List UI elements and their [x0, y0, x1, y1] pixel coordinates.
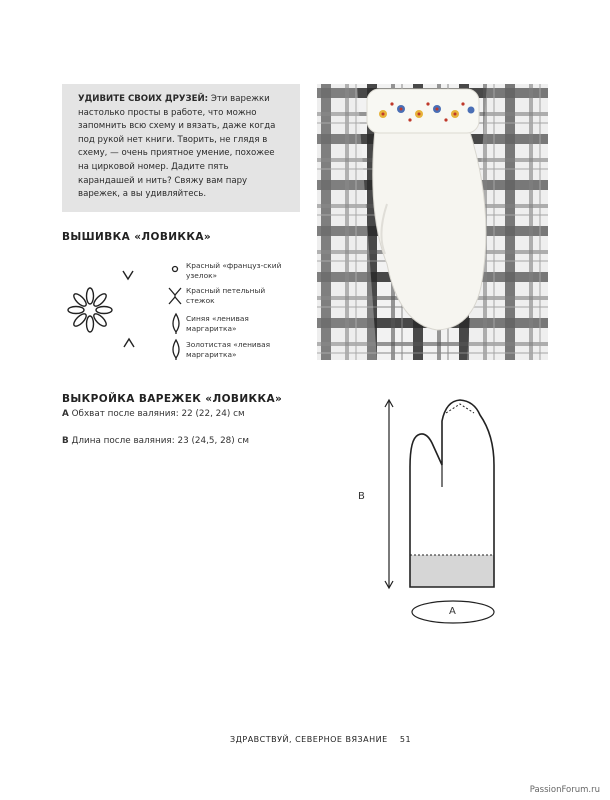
legend-item-french-knot: Красный «француз-ский узелок»	[186, 261, 282, 280]
dimension-b	[62, 436, 249, 446]
dimension-a-text: Обхват после валяния: 22 (22, 24) см	[71, 409, 245, 419]
callout-lead: УДИВИТЕ СВОИХ ДРУЗЕЙ:	[78, 94, 209, 104]
label-a: A	[449, 606, 456, 617]
dimension-b-key: B	[62, 436, 69, 446]
embroidery-heading: ВЫШИВКА «ЛОВИККА»	[62, 231, 212, 243]
callout-box	[62, 84, 300, 212]
mitten-photo-graphic	[317, 84, 548, 360]
running-footer	[230, 735, 411, 744]
label-b: B	[358, 491, 365, 502]
lazy-daisy-blue-icon	[168, 312, 184, 334]
callout-body: Эти варежки настолько просты в работе, что можно запомнить всю схему и вязать, даже когда под рукой нет книги. Творить, не глядя в схему, — очень приятное умение, похожее на цирковой номер. Дадите пять карандашей и нить? Свяжу вам пару варежек, а вы удивляйтесь.	[78, 94, 276, 200]
french-knot-icon	[168, 262, 182, 276]
legend-item-blue-daisy: Синяя «ленивая маргаритка»	[186, 314, 249, 333]
dimension-a-key: A	[62, 409, 69, 419]
legend-item-fly-stitch: Красный петельный стежок	[186, 286, 266, 305]
dimension-b-text: Длина после валяния: 23 (24,5, 28) см	[71, 436, 249, 446]
dimension-a	[62, 409, 245, 419]
embroidery-diagram	[60, 265, 150, 355]
legend-item-gold-daisy: Золотистая «ленивая маргаритка»	[186, 340, 271, 359]
mitten-schematic	[350, 395, 510, 630]
fly-stitch-icon	[166, 286, 184, 306]
pattern-heading: ВЫКРОЙКА ВАРЕЖЕК «ЛОВИККА»	[62, 393, 283, 405]
page-number: 51	[399, 735, 412, 744]
lazy-daisy-gold-icon	[168, 338, 184, 360]
book-title: ЗДРАВСТВУЙ, СЕВЕРНОЕ ВЯЗАНИЕ	[230, 735, 388, 744]
mitten-photo	[317, 84, 548, 360]
watermark: PassionForum.ru	[529, 785, 600, 795]
